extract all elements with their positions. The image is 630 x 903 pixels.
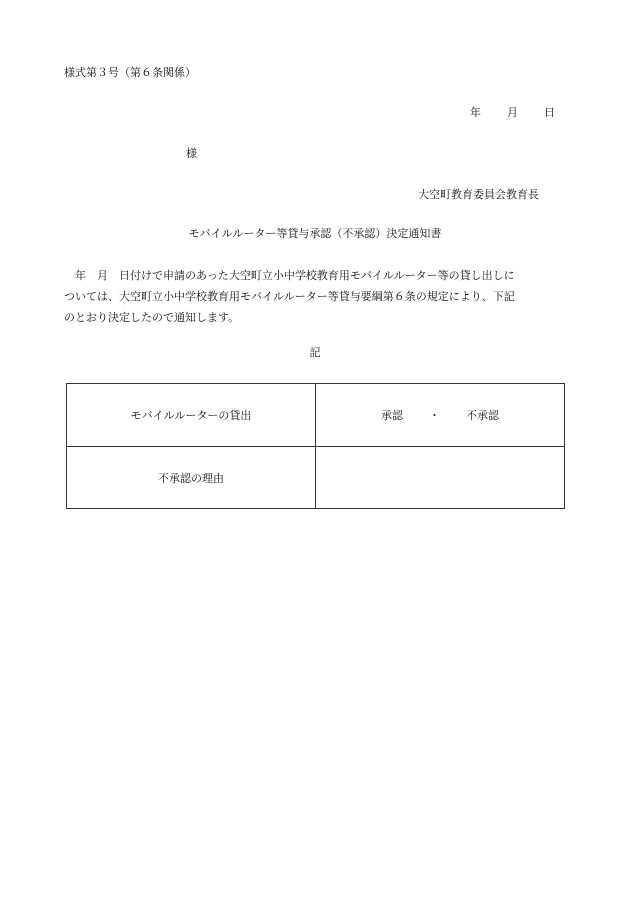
body-line: 年 月 日付けで申請のあった大空町立小中学校教育用モバイルルーター等の貸し出しに [64,269,515,282]
option-reject: 不承認 [466,409,499,422]
date-line [470,107,555,118]
reject-reason-label-cell: 不承認の理由 [67,447,316,509]
body-paragraph [64,265,568,328]
table-row [67,447,565,509]
body-line: のとおり決定したので通知します。 [64,311,240,324]
ki-heading: 記 [309,346,321,359]
addressee: 様 [186,147,197,160]
document-title: モバイルルーター等貸与承認（不承認）決定通知書 [188,227,442,240]
rental-label-cell: モバイルルーターの貸出 [67,384,316,447]
issuer: 大空町教育委員会教育長 [418,188,539,201]
date-day: 日 [544,106,555,119]
decision-table [66,383,565,509]
option-approve: 承認 [381,409,403,422]
date-year: 年 [470,106,481,119]
option-separator: ・ [429,409,440,422]
body-line: ついては、大空町立小中学校教育用モバイルルーター等貸与要綱第６条の規定により、下記 [64,290,515,303]
reject-reason-value-cell [316,447,565,509]
form-number: 様式第３号（第６条関係） [64,66,196,79]
table-row [67,384,565,447]
date-month: 月 [507,106,518,119]
decision-options-cell [316,384,565,447]
